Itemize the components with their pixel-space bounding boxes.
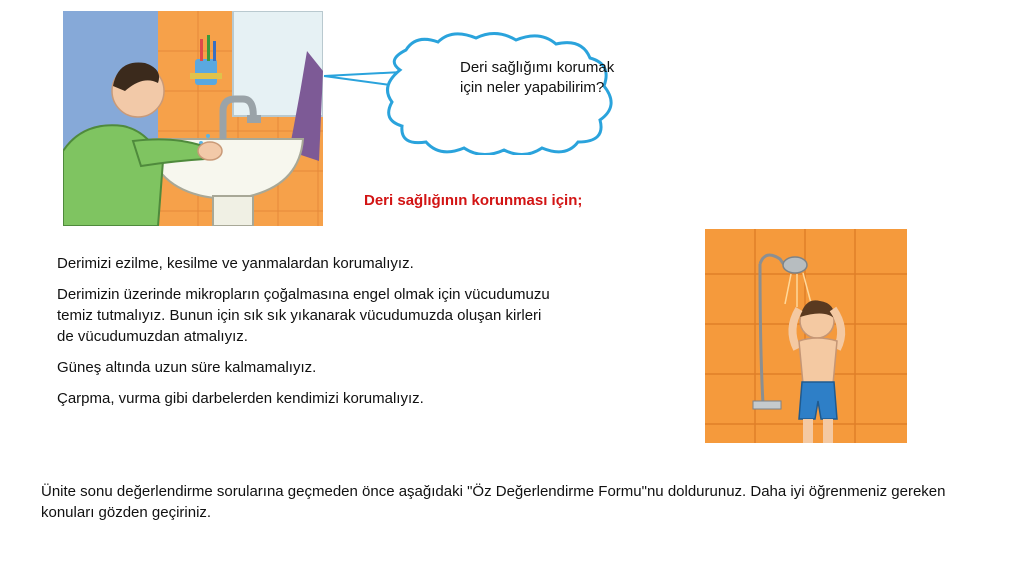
section-heading: Deri sağlığının korunması için; bbox=[364, 192, 583, 209]
tip-item: Derimizi ezilme, kesilme ve yanmalardan korumalıyız. bbox=[57, 255, 414, 272]
shower-illustration bbox=[705, 229, 907, 443]
tip-item: Güneş altında uzun süre kalmamalıyız. bbox=[57, 359, 317, 376]
handwashing-illustration bbox=[63, 11, 323, 226]
tips-list bbox=[57, 253, 557, 419]
footer-instruction: Ünite sonu değerlendirme sorularına geçmeden önce aşağıdaki "Öz Değerlendirme Formu"nu doldurunuz. Daha iyi öğrenmeniz gereken konuları gözden geçiriniz. bbox=[41, 483, 946, 521]
tip-item: Derimizin üzerinde mikropların çoğalmasına engel olmak için vücudumuzu temiz tutmalıyız. Bunun için sık sık yıkanarak vücudumuzda oluşan kirleri de vücudumuzdan atmalıyız. bbox=[57, 286, 550, 345]
speech-bubble-text: Deri sağlığımı korumak için neler yapabilirim? bbox=[460, 59, 615, 96]
tip-item: Çarpma, vurma gibi darbelerden kendimizi korumalıyız. bbox=[57, 390, 424, 407]
